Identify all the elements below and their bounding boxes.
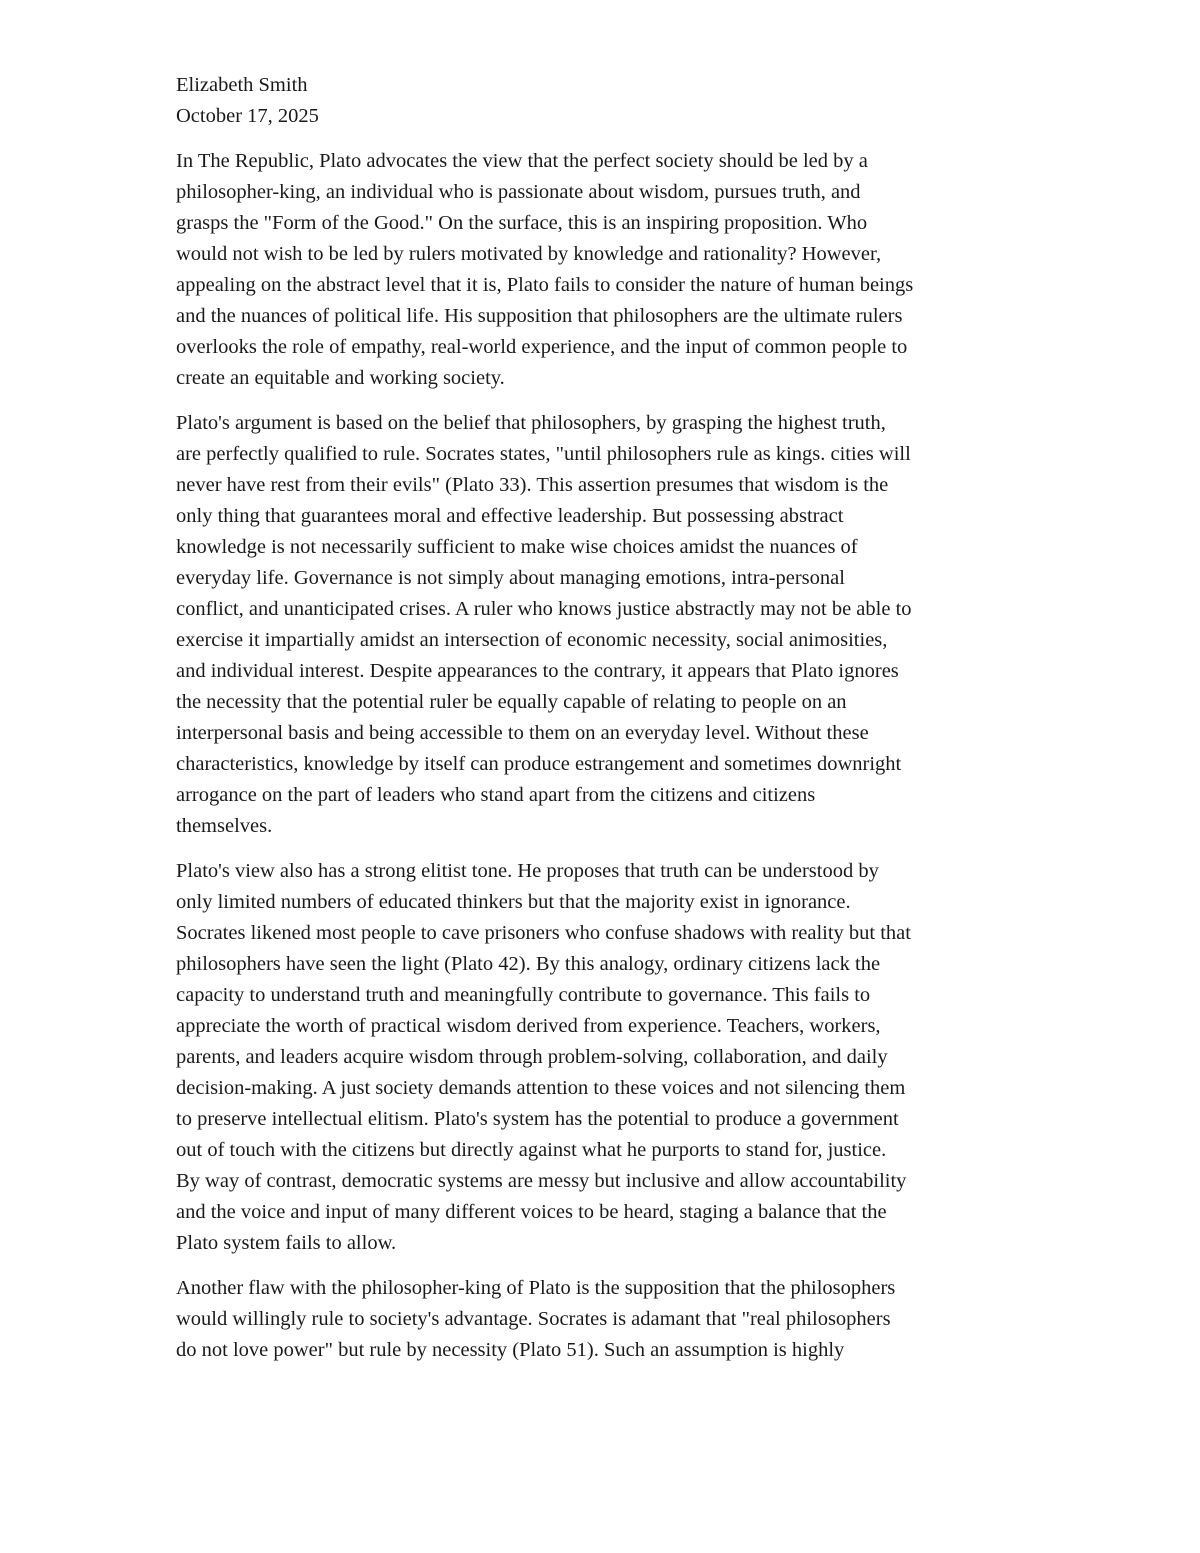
paragraph-line: philosophers have seen the light (Plato 42). By this analogy, ordinary citizens lack the	[176, 953, 881, 975]
essay-paragraphs	[176, 146, 1026, 1366]
paragraph-line: Plato's argument is based on the belief that philosophers, by grasping the highest truth,	[176, 412, 886, 434]
paragraph-line: conflict, and unanticipated crises. A ruler who knows justice abstractly may not be able to	[176, 598, 912, 620]
paragraph-line: themselves.	[176, 815, 273, 837]
paragraph-line: to preserve intellectual elitism. Plato's system has the potential to produce a government	[176, 1108, 899, 1130]
paragraph-line: grasps the "Form of the Good." On the surface, this is an inspiring proposition. Who	[176, 212, 868, 234]
paragraph-line: arrogance on the part of leaders who stand apart from the citizens and citizens	[176, 784, 816, 806]
paragraph-line: and individual interest. Despite appearances to the contrary, it appears that Plato ignores	[176, 660, 899, 682]
paragraph-line: out of touch with the citizens but directly against what he purports to stand for, justice.	[176, 1139, 887, 1161]
paragraph-line: create an equitable and working society.	[176, 367, 505, 389]
paragraph-line: only thing that guarantees moral and effective leadership. But possessing abstract	[176, 505, 844, 527]
paragraph-line: only limited numbers of educated thinkers but that the majority exist in ignorance.	[176, 891, 851, 913]
paragraph-line: decision-making. A just society demands attention to these voices and not silencing them	[176, 1077, 906, 1099]
paragraph-line: and the voice and input of many different voices to be heard, staging a balance that the	[176, 1201, 887, 1223]
document-date: October 17, 2025	[176, 105, 319, 127]
essay-paragraph	[176, 856, 1026, 1259]
paragraph-line: the necessity that the potential ruler be equally capable of relating to people on an	[176, 691, 847, 713]
paragraph-line: are perfectly qualified to rule. Socrates states, "until philosophers rule as kings. cities will	[176, 443, 911, 465]
paragraph-line: appealing on the abstract level that it is, Plato fails to consider the nature of human beings	[176, 274, 914, 296]
document-body	[176, 70, 1026, 1366]
paragraph-line: do not love power" but rule by necessity (Plato 51). Such an assumption is highly	[176, 1339, 845, 1361]
author-name: Elizabeth Smith	[176, 74, 308, 96]
paragraph-line: capacity to understand truth and meaningfully contribute to governance. This fails to	[176, 984, 871, 1006]
paragraph-line: never have rest from their evils" (Plato 33). This assertion presumes that wisdom is the	[176, 474, 889, 496]
essay-paragraph	[176, 146, 1026, 394]
paragraph-line: Socrates likened most people to cave prisoners who confuse shadows with reality but that	[176, 922, 911, 944]
paragraph-line: knowledge is not necessarily sufficient to make wise choices amidst the nuances of	[176, 536, 858, 558]
paragraph-line: Plato system fails to allow.	[176, 1232, 397, 1254]
paragraph-line: and the nuances of political life. His supposition that philosophers are the ultimate rulers	[176, 305, 903, 327]
paragraph-line: interpersonal basis and being accessible to them on an everyday level. Without these	[176, 722, 869, 744]
paragraph-line: Another flaw with the philosopher-king of Plato is the supposition that the philosophers	[176, 1277, 896, 1299]
paragraph-line: parents, and leaders acquire wisdom through problem-solving, collaboration, and daily	[176, 1046, 888, 1068]
paragraph-line: would not wish to be led by rulers motivated by knowledge and rationality? However,	[176, 243, 882, 265]
paragraph-line: everyday life. Governance is not simply about managing emotions, intra-personal	[176, 567, 845, 589]
paragraph-line: characteristics, knowledge by itself can produce estrangement and sometimes downright	[176, 753, 902, 775]
paragraph-line: In The Republic, Plato advocates the view that the perfect society should be led by a	[176, 150, 868, 172]
essay-paragraph	[176, 1273, 1026, 1366]
paragraph-line: By way of contrast, democratic systems are messy but inclusive and allow accountability	[176, 1170, 907, 1192]
paragraph-line: philosopher-king, an individual who is passionate about wisdom, pursues truth, and	[176, 181, 861, 203]
paragraph-line: exercise it impartially amidst an intersection of economic necessity, social animosities,	[176, 629, 888, 651]
paragraph-line: overlooks the role of empathy, real-world experience, and the input of common people to	[176, 336, 908, 358]
paragraph-line: would willingly rule to society's advantage. Socrates is adamant that "real philosophers	[176, 1308, 891, 1330]
paragraph-line: Plato's view also has a strong elitist tone. He proposes that truth can be understood by	[176, 860, 879, 882]
paragraph-line: appreciate the worth of practical wisdom derived from experience. Teachers, workers,	[176, 1015, 881, 1037]
essay-paragraph	[176, 408, 1026, 842]
